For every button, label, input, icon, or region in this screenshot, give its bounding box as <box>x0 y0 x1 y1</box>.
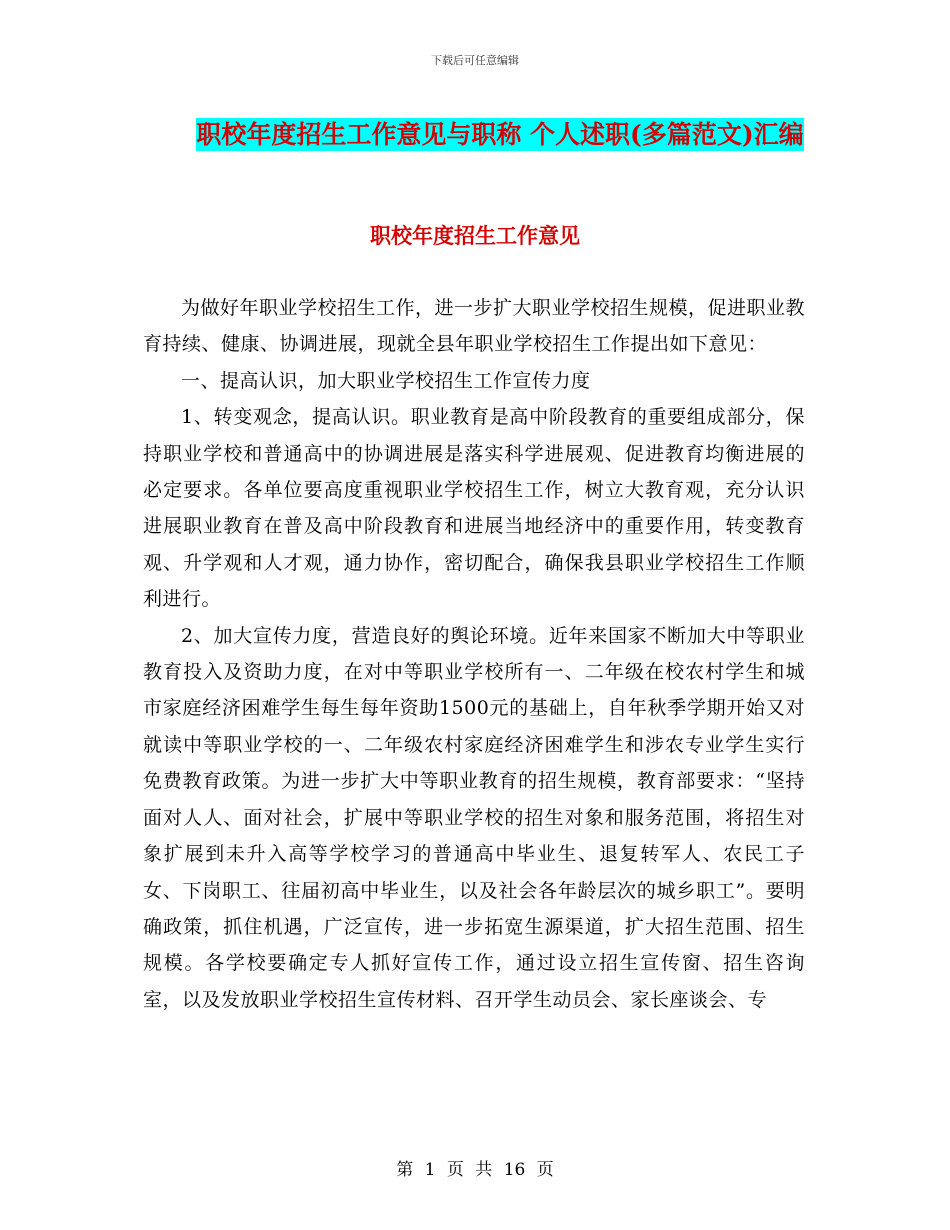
document-title <box>180 112 820 158</box>
paragraph-item-1: 1、转变观念，提高认识。职业教育是高中阶段教育的重要组成部分，保持职业学校和普通高中的协调进展是落实科学进展观、促进教育均衡进展的必定要求。各单位要高度重视职业学校招生工作，树立大教育观，充分认识进展职业教育在普及高中阶段教育和进展当地经济中的重要作用，转变教育观、升学观和人才观，通力协作，密切配合，确保我县职业学校招生工作顺利进行。 <box>143 406 805 611</box>
document-title-text: 职校年度招生工作意见与职称 个人述职(多篇范文)汇编 <box>196 120 804 149</box>
paragraph-heading-1: 一、提高认识，加大职业学校招生工作宣传力度 <box>181 369 591 392</box>
paragraph-intro: 为做好年职业学校招生工作，进一步扩大职业学校招生规模，促进职业教育持续、健康、协调进展，现就全县年职业学校招生工作提出如下意见： <box>143 297 806 356</box>
body-text <box>143 290 805 1018</box>
paragraph-item-2: 2、加大宣传力度，营造良好的舆论环境。近年来国家不断加大中等职业教育投入及资助力度，在对中等职业学校所有一、二年级在校农村学生和城市家庭经济困难学生每生每年资助1500元的基础上，自年秋季学期开始又对就读中等职业学校的一、二年级农村家庭经济困难学生和涉农专业学生实行免费教育政策。为进一步扩大中等职业教育的招生规模，教育部要求：“坚持面对人人、面对社会，扩展中等职业学校的招生对象和服务范围，将招生对象扩展到未升入高等学校学习的普通高中毕业生、退复转军人、农民工子女、下岗职工、往届初高中毕业生，以及社会各年龄层次的城乡职工”。要明确政策，抓住机遇，广泛宣传，进一步拓宽生源渠道，扩大招生范围、招生规模。各学校要确定专人抓好宣传工作，通过设立招生宣传窗、招生咨询室，以及发放职业学校招生宣传材料、召开学生动员会、家长座谈会、专 <box>143 624 805 1011</box>
page-footer: 第 1 页 共 16 页 <box>396 1160 554 1180</box>
section-title: 职校年度招生工作意见 <box>370 223 580 248</box>
page-header: 下载后可任意编辑 <box>431 54 519 67</box>
